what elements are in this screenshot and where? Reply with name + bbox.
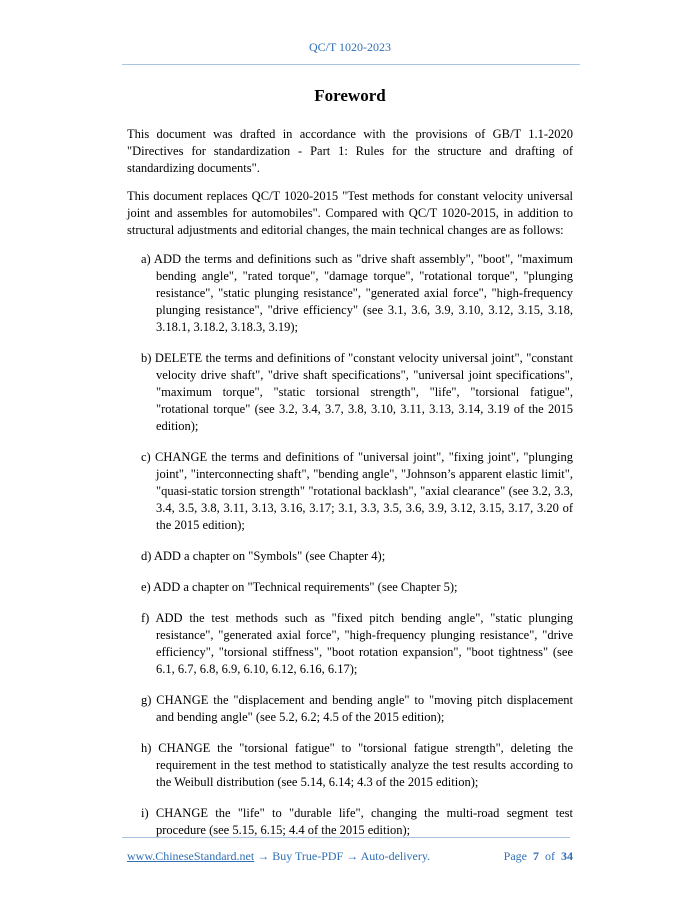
change-item-g: g) CHANGE the "displacement and bending angle" to "moving pitch displacement and bending angle" (see 5.2, 6.2; 4.5 of the 2015 edition); — [141, 693, 573, 724]
change-item-d: d) ADD a chapter on "Symbols" (see Chapter 4); — [141, 549, 386, 563]
footer-site-link[interactable]: www.ChineseStandard.net — [127, 849, 255, 863]
change-item-h: h) CHANGE the "torsional fatigue" to "torsional fatigue strength", deleting the requirement in the test method to statistically analyze the test results according to the Weibull distribution (see 5.14, 6.14; 4.3 of the 2015 edition); — [141, 741, 573, 789]
change-item-e: e) ADD a chapter on "Technical requirements" (see Chapter 5); — [141, 580, 458, 594]
page-indicator — [504, 849, 573, 864]
page-label: Page — [503, 849, 527, 863]
header-standard-code: QC/T 1020-2023 — [308, 40, 392, 54]
page-title: Foreword — [314, 86, 386, 105]
change-item-a: a) ADD the terms and definitions such as "drive shaft assembly", "boot", "maximum bending angle", "rated torque", "damage torque", "rotational torque", "plunging resistance", "static plunging resistance", "generated axial force", "high-frequency plunging resistance", "drive efficiency" (see 3.1, 3.6, 3.9, 3.10, 3.12, 3.15, 3.18, 3.18.1, 3.18.2, 3.18.3, 3.19); — [141, 252, 573, 334]
footer-divider — [122, 837, 570, 838]
replacement-paragraph: This document replaces QC/T 1020-2015 "Test methods for constant velocity universal joint and assembles for automobiles". Compared with QC/T 1020-2015, in addition to structural adjustments and editorial changes, the main technical changes are as follows: — [127, 189, 573, 237]
change-item-b: b) DELETE the terms and definitions of "constant velocity universal joint", "constant velocity drive shaft", "drive shaft specifications", "universal joint specifications", "maximum torque", "static torsional strength", "life", "torsional fatigue", "rotational torque" (see 3.2, 3.4, 3.7, 3.8, 3.10, 3.11, 3.13, 3.14, 3.19 of the 2015 edition); — [141, 351, 573, 433]
change-item-i: i) CHANGE the "life" to "durable life", changing the multi-road segment test procedure (see 5.15, 6.15; 4.4 of the 2015 edition); — [141, 806, 573, 837]
footer-promo — [127, 849, 430, 864]
page-of-label: of — [545, 849, 555, 863]
document-body — [127, 126, 573, 853]
footer-promo-text: → Buy True-PDF → Auto-delivery. — [254, 849, 431, 863]
page-total: 34 — [561, 849, 573, 863]
intro-paragraph: This document was drafted in accordance with the provisions of GB/T 1.1-2020 "Directives for standardization - Part 1: Rules for the structure and drafting of standardizing documents". — [127, 127, 573, 175]
change-item-f: f) ADD the test methods such as "fixed pitch bending angle", "static plunging resistance", "generated axial force", "high-frequency plunging resistance", "drive efficiency", "torsional stiffness", "boot rotation expansion", "boot tightness" (see 6.1, 6.7, 6.8, 6.9, 6.10, 6.12, 6.16, 6.17); — [141, 611, 573, 676]
header-divider — [122, 64, 580, 65]
change-item-c: c) CHANGE the terms and definitions of "universal joint", "fixing joint", "plunging joint", "interconnecting shaft", "bending angle", "Johnson’s apparent elastic limit", "quasi-static torsion strength" "rotational backlash", "axial clearance" (see 3.2, 3.3, 3.4, 3.5, 3.8, 3.11, 3.13, 3.16, 3.17; 3.1, 3.3, 3.5, 3.6, 3.9, 3.12, 3.15, 3.17, 3.20 of the 2015 edition); — [141, 450, 573, 532]
page-number: 7 — [533, 849, 539, 863]
